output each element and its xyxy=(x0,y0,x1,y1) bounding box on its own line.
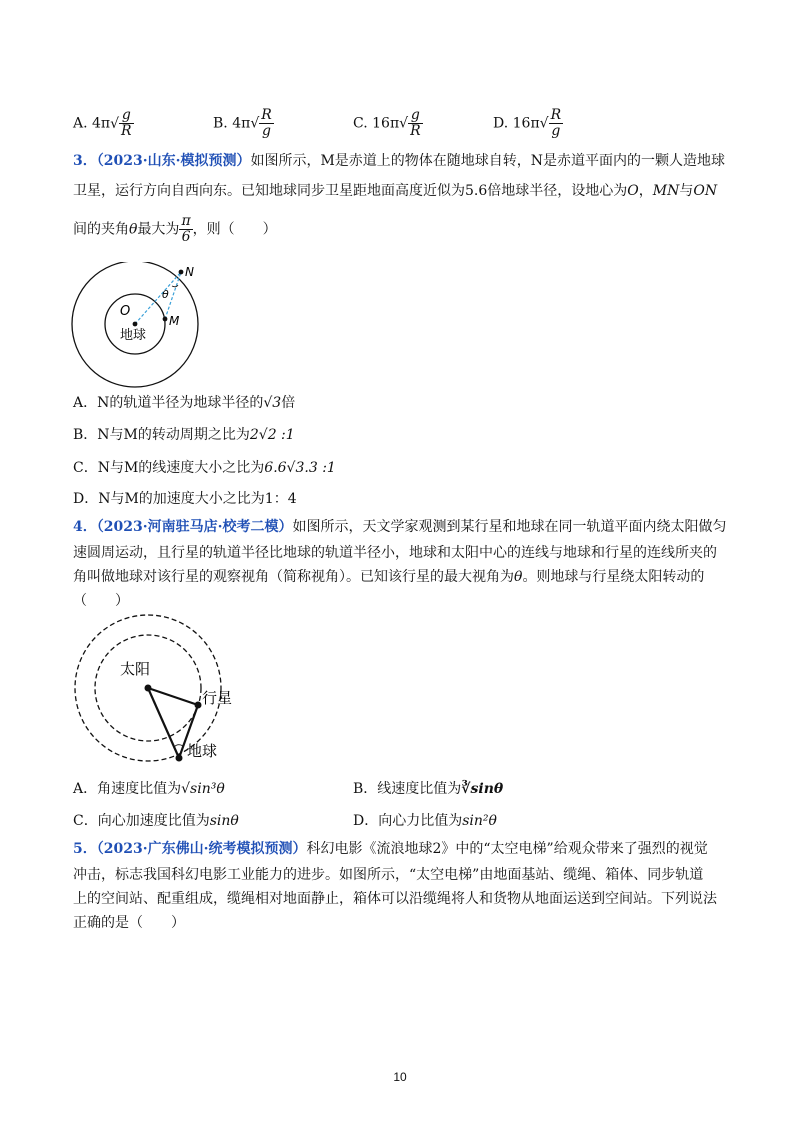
q3-option-d: D．N与M的加速度大小之比为1：4 xyxy=(73,491,297,507)
q4-line-4: （ ） xyxy=(73,593,129,609)
q4-option-a: A．角速度比值为√sin³θ xyxy=(73,781,225,797)
m-dot xyxy=(163,317,168,322)
q2-option-a: A. 4π√ $\frac{g}{R}$ xyxy=(73,107,132,139)
q5-number: 5． xyxy=(73,841,97,857)
q4-orbit-figure xyxy=(68,612,248,772)
q3-number: 3． xyxy=(73,153,97,169)
n-dot xyxy=(179,270,184,275)
q5-line-3: 上的空间站、配重组成，缆绳相对地面静止，箱体可以沿缆绳将人和货物从地面运送到空间站。下列说法 xyxy=(73,891,717,907)
q4-option-d: D．向心力比值为sin²θ xyxy=(353,813,497,829)
q4-line-2: 速圆周运动，且行星的轨道半径比地球的轨道半径小，地球和太阳中心的连线与地球和行星的连线所夹的 xyxy=(73,545,717,561)
q4-number: 4． xyxy=(73,519,97,535)
q3-line-1: 3．（2023·山东·模拟预测）如图所示，M是赤道上的物体在随地球自转，N是赤道平面内的一颗人造地球 xyxy=(73,153,726,169)
label-planet: 行星 xyxy=(202,689,233,707)
label-n: N xyxy=(185,265,194,279)
view-angle-arc xyxy=(174,745,183,747)
label-sun: 太阳 xyxy=(120,660,151,678)
q4-option-c: C．向心加速度比值为sinθ xyxy=(73,813,239,829)
q2-option-b: B. 4π√ $\frac{R}{g}$ xyxy=(213,107,272,139)
q2-option-c: C. 16π√ $\frac{g}{R}$ xyxy=(353,107,421,139)
planet-dot xyxy=(195,702,202,709)
q3-source: （2023·山东·模拟预测） xyxy=(96,153,251,169)
q4-line-3: 角叫做地球对该行星的观察视角（简称视角）。已知该行星的最大视角为θ。则地球与行星绕太阳转动的 xyxy=(73,569,705,585)
q3-line-3: 间的夹角θ最大为 $\frac{\pi}{6}$ ，则（ ） xyxy=(73,213,277,245)
q4-line-1: 4．（2023·河南驻马店·校考二模）如图所示，天文学家观测到某行星和地球在同一轨道平面内绕太阳做匀 xyxy=(73,519,727,535)
center-o-dot xyxy=(133,322,138,327)
sun-earth-line xyxy=(148,688,179,758)
q3-option-b: B．N与M的转动周期之比为2√2 :1 xyxy=(73,427,295,443)
q3-option-a: A．N的轨道半径为地球半径的√3倍 xyxy=(73,395,296,411)
q5-line-2: 冲击，标志我国科幻电影工业能力的进步。如图所示，“太空电梯”由地面基站、缆绳、箱体、同步轨道 xyxy=(73,867,704,883)
q4-option-b: B．线速度比值为∛sinθ xyxy=(353,781,504,797)
q4-source: （2023·河南驻马店·校考二模） xyxy=(96,519,293,535)
page-number: 10 xyxy=(393,1070,407,1084)
q2-option-d: D. 16π√ $\frac{R}{g}$ xyxy=(493,107,562,139)
label-theta: θ xyxy=(162,288,169,301)
label-earth: 地球 xyxy=(120,328,147,343)
earth-dot xyxy=(176,755,183,762)
q5-source: （2023·广东佛山·统考模拟预测） xyxy=(96,841,307,857)
q5-line-1: 5．（2023·广东佛山·统考模拟预测）科幻电影《流浪地球2》中的“太空电梯”给观众带来了强烈的视觉 xyxy=(73,841,708,857)
label-earth: 地球 xyxy=(187,742,218,760)
q3-line-2: 卫星，运行方向自西向东。已知地球同步卫星距地面高度近似为5.6倍地球半径，设地心为O，MN与ON xyxy=(73,183,718,199)
q3-orbit-figure xyxy=(68,262,208,392)
label-m: M xyxy=(169,314,180,328)
q3-option-c: C．N与M的线速度大小之比为6.6√3.3 :1 xyxy=(73,460,336,476)
sun-dot xyxy=(145,685,152,692)
q5-line-4: 正确的是（ ） xyxy=(73,915,185,931)
label-o: O xyxy=(120,304,131,319)
